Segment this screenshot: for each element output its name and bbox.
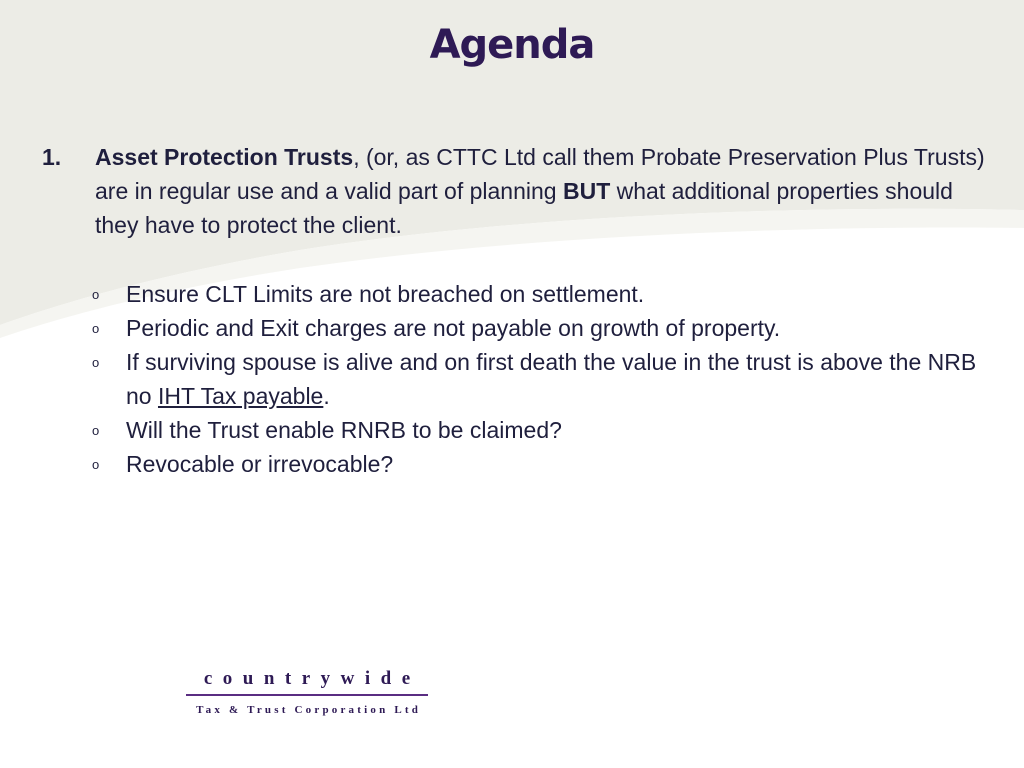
bullet-item — [92, 277, 992, 311]
circle-bullet-icon: o — [92, 457, 100, 472]
bullet-item — [92, 413, 992, 447]
countrywide-logo — [186, 668, 428, 716]
circle-bullet-icon: o — [92, 355, 100, 370]
bullet-text-end: . — [323, 383, 330, 409]
logo-subtitle: Tax & Trust Corporation Ltd — [196, 704, 422, 716]
bullet-list — [92, 277, 992, 481]
bullet-text: Will the Trust enable RNRB to be claimed? — [126, 417, 562, 443]
iht-tax-link[interactable]: IHT Tax payable — [157, 383, 324, 409]
bullet-item — [92, 447, 992, 481]
logo-wordmark: countrywide — [203, 668, 421, 689]
slide-title: Agenda — [429, 22, 595, 68]
bullet-text: If surviving spouse is alive and on first death the value in the trust is above the NRB no — [126, 349, 977, 409]
circle-bullet-icon: o — [92, 287, 100, 302]
bullet-text: Ensure CLT Limits are not breached on settlement. — [126, 281, 645, 307]
bullet-text: Periodic and Exit charges are not payable on growth of property. — [126, 315, 781, 341]
point-text — [95, 140, 992, 242]
bullet-text: Revocable or irrevocable? — [126, 451, 394, 477]
point-number: 1. — [42, 144, 62, 170]
point-lead-bold: Asset Protection Trusts — [95, 144, 354, 170]
logo-divider — [186, 694, 428, 696]
point-emphasis: BUT — [562, 178, 611, 204]
bullet-item — [92, 345, 992, 413]
circle-bullet-icon: o — [92, 321, 100, 336]
agenda-point-1 — [42, 140, 992, 242]
point-text-part-2: what additional properties should they have to protect the client. — [95, 178, 953, 238]
circle-bullet-icon: o — [92, 423, 100, 438]
point-text-part-1: , (or, as CTTC Ltd call them Probate Preservation Plus Trusts) are in regular use and a valid part of planning — [95, 144, 985, 204]
bullet-item — [92, 311, 992, 345]
